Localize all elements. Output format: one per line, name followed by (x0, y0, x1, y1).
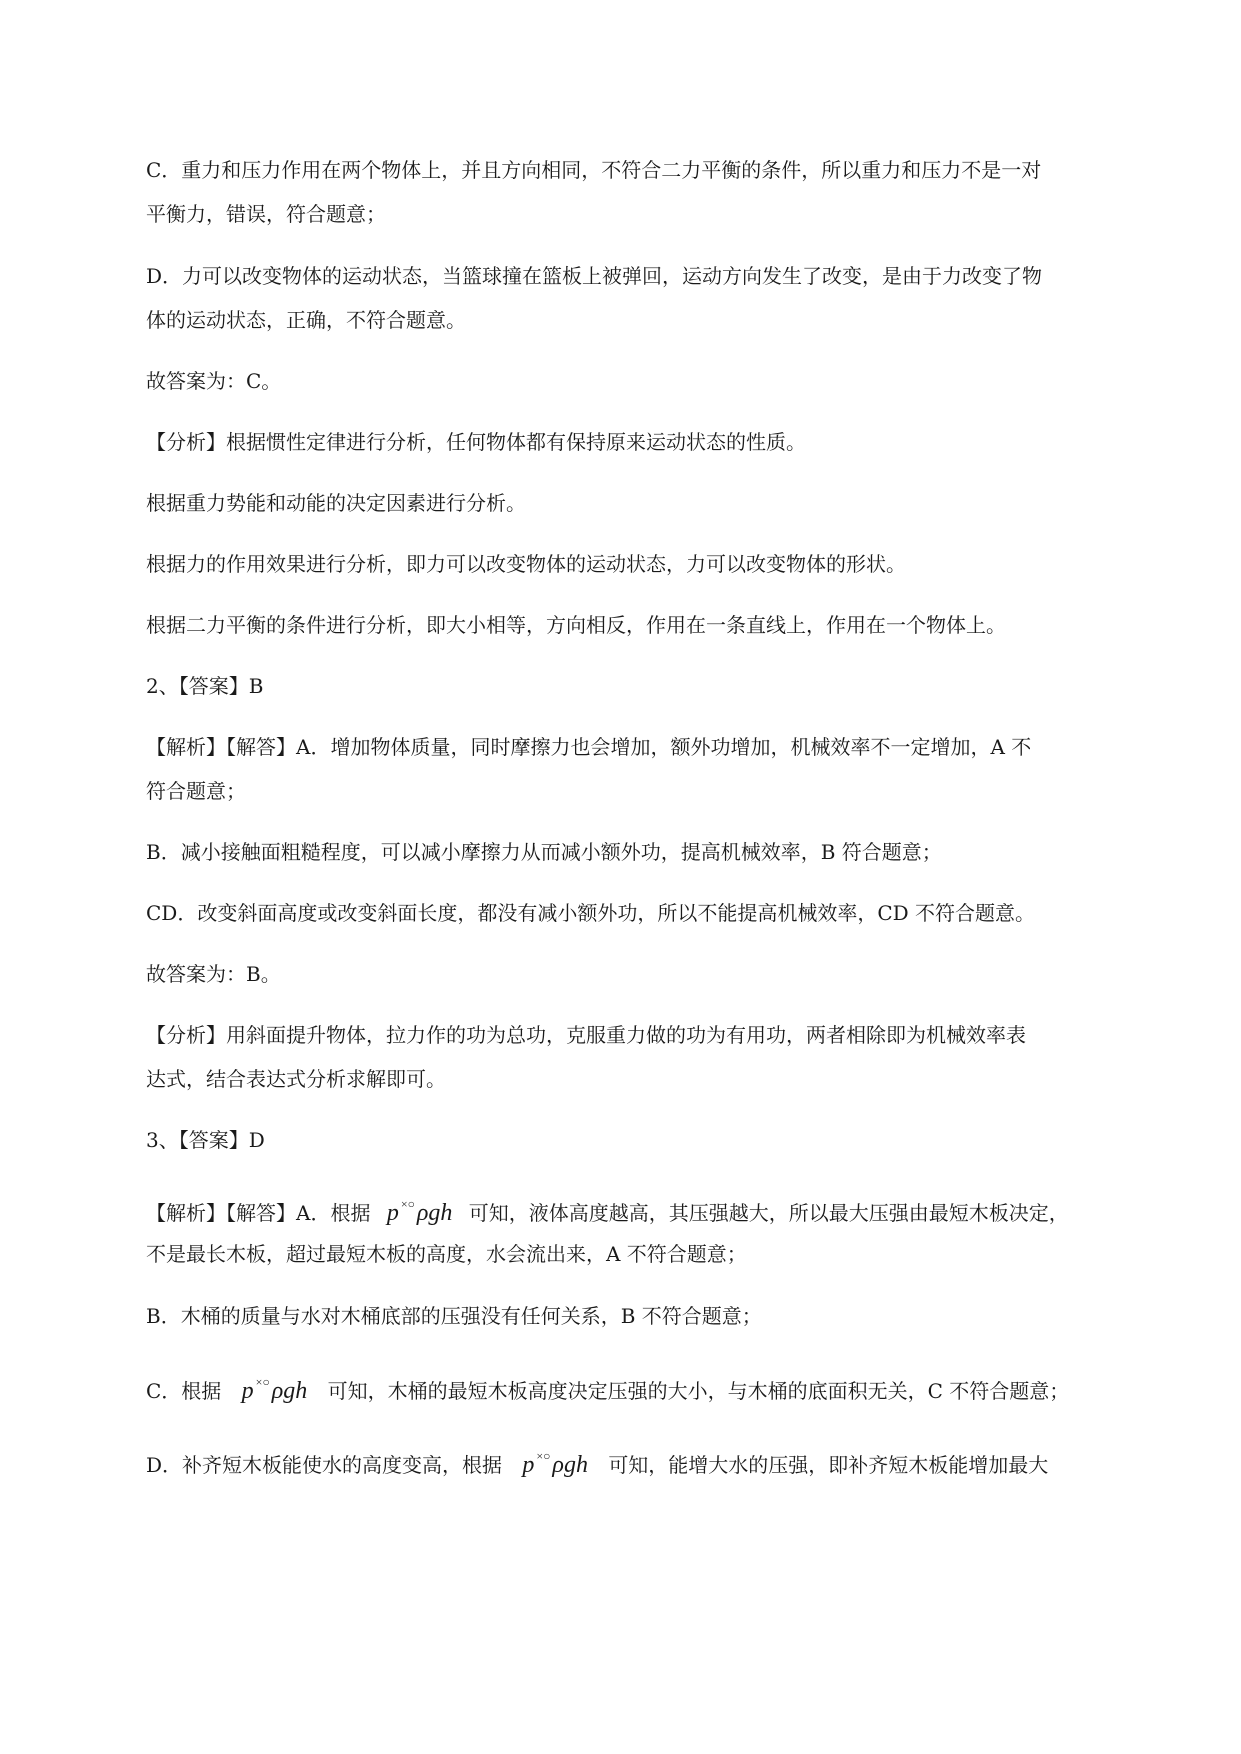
text-line: 不是最长木板，超过最短木板的高度，水会流出来，A 不符合题意； (146, 1242, 747, 1266)
text-line: B．木桶的质量与水对木桶底部的压强没有任何关系，B 不符合题意； (146, 1304, 762, 1328)
formula-rhs: ρgh (416, 1200, 453, 1226)
formula-rhs: ρgh (552, 1452, 588, 1478)
text-line (146, 1190, 1069, 1227)
text-fragment: C．根据 (146, 1379, 222, 1403)
text-line: 【解析】【解答】A．增加物体质量，同时摩擦力也会增加，额外功增加，机械效率不一定增加，A 不 (146, 735, 1032, 759)
text-line: 故答案为：C。 (146, 369, 282, 393)
text-line: C．重力和压力作用在两个物体上，并且方向相同，不符合二力平衡的条件，所以重力和压力不是一对 (146, 158, 1042, 182)
text-line: D．力可以改变物体的运动状态，当篮球撞在篮板上被弹回，运动方向发生了改变，是由于力改变了物 (146, 264, 1043, 288)
formula-symbol-p: p (386, 1200, 399, 1226)
formula (241, 1375, 308, 1404)
formula-operator: ×○ (255, 1375, 270, 1389)
text-fragment: 可知，液体高度越高，其压强越大，所以最大压强由最短木板决定， (468, 1201, 1069, 1225)
text-fragment: 【解析】【解答】A．根据 (146, 1201, 371, 1225)
formula (522, 1449, 588, 1478)
formula-symbol-p: p (522, 1452, 535, 1478)
text-line: 【分析】用斜面提升物体，拉力作的功为总功，克服重力做的功为有用功，两者相除即为机械效率表 (146, 1023, 1026, 1047)
text-line: 符合题意； (146, 779, 246, 803)
section-answer-2: 2、【答案】B (146, 674, 264, 698)
formula-operator: ×○ (536, 1449, 551, 1463)
text-line: 根据二力平衡的条件进行分析，即大小相等，方向相反，作用在一条直线上，作用在一个物体上。 (146, 613, 1006, 637)
text-line (146, 1442, 1048, 1479)
text-fragment: 可知，木桶的最短木板高度决定压强的大小，与木桶的底面积无关，C 不符合题意； (327, 1379, 1070, 1403)
text-line (146, 1368, 1069, 1405)
text-line: CD．改变斜面高度或改变斜面长度，都没有减小额外功，所以不能提高机械效率，CD 不符合题意。 (146, 901, 1036, 925)
section-answer-3: 3、【答案】D (146, 1128, 265, 1152)
text-line: 平衡力，错误，符合题意； (146, 202, 386, 226)
text-fragment: D．补齐短木板能使水的高度变高，根据 (146, 1453, 503, 1477)
formula-operator: ×○ (400, 1197, 415, 1211)
text-fragment: 可知，能增大水的压强，即补齐短木板能增加最大 (608, 1453, 1049, 1477)
text-line: 根据力的作用效果进行分析，即力可以改变物体的运动状态，力可以改变物体的形状。 (146, 552, 906, 576)
text-line: 体的运动状态，正确，不符合题意。 (146, 308, 466, 332)
text-line: 故答案为：B。 (146, 962, 281, 986)
text-line: 达式，结合表达式分析求解即可。 (146, 1067, 446, 1091)
formula-symbol-p: p (241, 1378, 254, 1404)
formula (386, 1197, 453, 1226)
text-line: 【分析】根据惯性定律进行分析，任何物体都有保持原来运动状态的性质。 (146, 430, 806, 454)
text-line: B．减小接触面粗糙程度，可以减小摩擦力从而减小额外功，提高机械效率，B 符合题意； (146, 840, 942, 864)
text-line: 根据重力势能和动能的决定因素进行分析。 (146, 491, 526, 515)
formula-rhs: ρgh (271, 1378, 308, 1404)
